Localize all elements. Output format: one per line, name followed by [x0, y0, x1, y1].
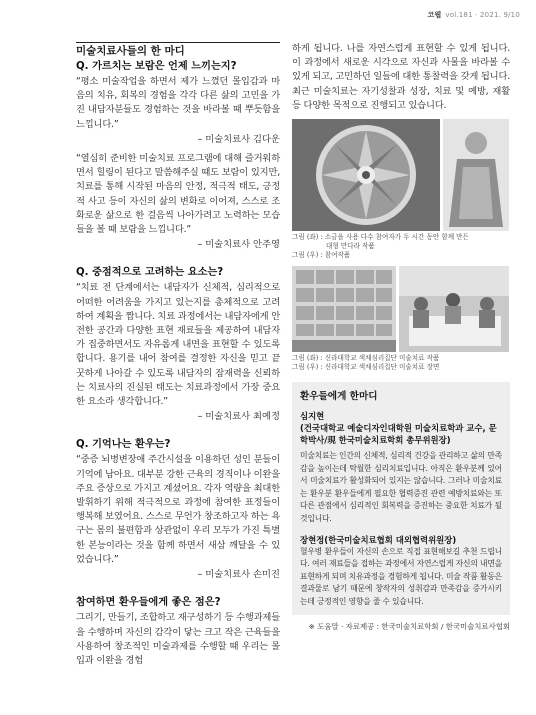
caption-2 [292, 354, 510, 372]
left-column [76, 42, 280, 668]
expert-1-name: 심지현 [300, 411, 325, 422]
question-2: Q. 중점적으로 고려하는 요소는? [76, 267, 224, 279]
question-3: Q. 기억나는 환우는? [76, 439, 171, 451]
answer-3: “중증 뇌병변장애 주간시설을 이용하던 성인 분들이 기억에 남아요. 대부분 강한 근육의 경직이나 이완을 주요 증상으로 가지고 계셨어요. 각자 역량을 최대한 발휘하기 위해 적극적으로 과정에 참여한 표정들이 행복해 보였어요. 스스로 무언가 창조하고자 하는 욕구는 몸의 불편함과 상관없이 우리 모두가 가진 특별한 본능이라는 것을 함께 하면서 새삼 깨달을 수 있었습니다.” [76, 454, 280, 565]
left-top-rule [76, 42, 280, 43]
expert-1-affiliation: (건국대학교 예술디자인대학원 미술치료학과 교수, 문학박사/現 한국미술치료학회 총무위원장) [300, 423, 497, 446]
issue-header [427, 10, 520, 20]
photo-row-2 [292, 266, 510, 352]
photo-row-1 [292, 119, 510, 231]
caption-1 [292, 233, 510, 260]
artwork-grid-photo [292, 266, 396, 352]
caption-1-line-c: 그림 (우) : 참여작품 [292, 251, 351, 260]
caption-2-line-a: 그림 (좌) : 신라대학교 색채심리집단 미술치료 작품 [292, 354, 440, 363]
message-box [292, 382, 510, 615]
caption-1-line-a: 그림 (좌) : 소금을 사용 다수 참여자가 두 시간 동안 함께 만든 [292, 233, 469, 242]
participant-artwork-photo [443, 119, 509, 231]
benefit-text: 그리기, 만들기, 조합하고 재구성하기 등 수행과제들을 수행하며 자신의 감각이 닿는 크고 작은 근육들을 사용하여 창조적인 미술과제를 수행할 때 우리는 몰입과 이완을 경험 [76, 612, 280, 666]
expert-2-name: 장현정(한국미술치료협회 대외협력위원장) [300, 534, 457, 545]
right-column [292, 42, 510, 639]
footer-credit: ※ 도움말 · 자료제공 : 한국미술치료학회 / 한국미술치료사협회 [308, 621, 510, 631]
mandala-image [292, 119, 440, 231]
box-title: 환우들에게 한마디 [300, 391, 378, 403]
benefit-continued: 하게 됩니다. 나를 자연스럽게 표현할 수 있게 됩니다. 이 과정에서 새로운 시각으로 자신과 사물을 바라볼 수 있게 되고, 고민하던 일들에 대한 통찰력을 갖게 됩니다. 최근 미술치료는 자기성찰과 성장, 치료 및 예방, 재활 등 다양한 목적으로 진행되고 있습니다. [292, 43, 510, 111]
therapy-scene-photo [399, 266, 509, 352]
therapy-scene-image [399, 266, 509, 352]
answer-1b: “열심히 준비한 미술치료 프로그램에 대해 즐거워하면서 힐링이 된다고 말씀해주실 때도 보람이 있지만, 치료를 통해 시작된 마음의 안정, 적극적 태도, 긍정적 사고 등이 자신의 삶의 변화로 이어져, 스스로 조화로운 삶으로 한 걸음씩 나아가려고 노력하는 모습들을 볼 때 보람을 느낍니다.” [76, 153, 280, 236]
expert-2-message: 혈우병 환우들이 자신의 손으로 직접 표현해보길 추천 드립니다. 여러 재료들을 접하는 과정에서 자연스럽게 자신의 내면을 표현하게 되며 치유과정을 경험하게 됩니다. 미술 작품 활동은 결과물로 남기 때문에 창작자의 성취감과 만족감을 증가시키는데 긍정적인 영향을 줄 수 있습니다. [300, 546, 502, 606]
expert-1-message: 미술치료는 인간의 신체적, 심리적 건강을 관리하고 삶의 만족감을 높이는데 탁월한 심리치료입니다. 아직은 환우분께 있어서 미술치료가 활성화되어 있지는 않습니다. 그러나 미술치료는 환우분 환우들에게 필요한 협력증진 관련 예방치료와는 또 다른 관점에서 심리적인 회복력을 증진하는 중요한 치료가 될 것입니다. [300, 451, 502, 523]
caption-2-line-b: 그림 (우) : 신라대학교 색채심리집단 미술치료 장면 [292, 363, 440, 372]
artwork-grid-image [292, 266, 396, 352]
figure-artwork-image [443, 119, 509, 231]
signature-1b: – 미술치료사 안주영 [197, 239, 280, 251]
signature-1: – 미술치료사 김다운 [197, 133, 280, 145]
caption-1-line-b: 대형 만다라 작품 [326, 242, 375, 251]
answer-2: “치료 전 단계에서는 내담자가 신체적, 심리적으로 어떠한 어려움을 가지고 있는지를 총체적으로 고려하여 계획을 짭니다. 치료 과정에서는 내담자에게 안전한 공간과 다양한 표현 재료들을 제공하여 내담자가 집중하면서도 자유롭게 내면을 표현할 수 있도록 합니다. 용기를 내어 참여를 결정한 자신을 믿고 끝꿋하게 나아갈 수 있도록 내담자의 잠재력을 신뢰하는 치료사의 진실된 태도는 치료과정에서 가장 중요한 요소라 생각합니다.” [76, 282, 280, 408]
benefit-heading: 참여하면 환우들에게 좋은 점은? [76, 597, 221, 609]
signature-2: – 미술치료사 최예정 [197, 411, 280, 423]
answer-1: “평소 미술작업을 하면서 제가 느꼈던 몰입감과 마음의 치유, 회복의 경험을 각각 다른 삶의 고민을 가진 내담자분들도 경험하는 것을 바라볼 때 뿌듯함을 느낍니다.” [76, 76, 280, 130]
section-heading: 미술치료사들의 한 마디 [76, 45, 185, 57]
issue-label: vol.181 · 2021. 9/10 [445, 11, 520, 19]
brand-label: 코웹 [427, 11, 442, 19]
mandala-photo [292, 119, 440, 231]
signature-3: – 미술치료사 손미진 [197, 569, 280, 581]
question-1: Q. 가르치는 보람은 언제 느끼는지? [76, 61, 237, 72]
